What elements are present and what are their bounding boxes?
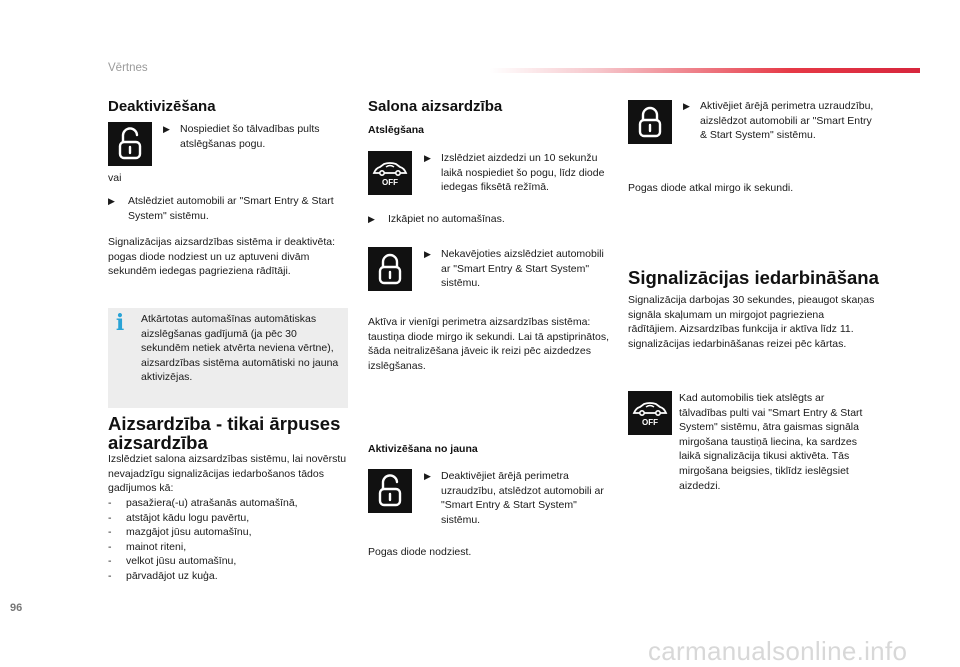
deactivated-paragraph: Signalizācijas aizsardzības sistēma ir deaktivēta: pogas diode nodziest un uz aptuveni divām sekundēm iedegas pagrieziena rādītāji.: [108, 236, 336, 278]
bullet-smart-entry-unlock: ▶ Atslēdziet automobili ar "Smart Entry & Start System" sistēmu.: [108, 195, 334, 222]
lock-button-icon: [628, 100, 672, 144]
svg-text:OFF: OFF: [642, 418, 658, 427]
reactivation-subheading: Aktivizēšana no jauna: [368, 443, 478, 455]
alarm-triggered-info: Kad automobilis tiek atslēgts ar tālvadības pulti vai "Smart Entry & Start System" sistēmu, ātra gaismas signāla mirgošana taustiņā liecina, ka sardzes laikā signalizācija tikusi aktivēta. Tās mirgošana beigsies, tiklīdz ieslēgsiet aizdedzi.: [679, 392, 863, 492]
lock-button-icon: [368, 247, 412, 291]
bullet-arrow-icon: ▶: [163, 124, 170, 134]
bullet-exit-vehicle: ▶ Izkāpiet no automašīnas.: [368, 213, 505, 225]
bullet-arrow-icon: ▶: [424, 153, 431, 163]
list-item: - atstājot kādu logu pavērtu,: [108, 511, 250, 524]
bullet-activate-perimeter: ▶ Aktivējiet ārējā perimetra uzraudzību, aizslēdzot automobili ar "Smart Entry & Start System" sistēmu.: [683, 100, 874, 142]
page-number: 96: [10, 602, 23, 614]
alarm-off-button-icon: [368, 151, 412, 195]
led-off-text: Pogas diode nodziest.: [368, 546, 472, 558]
alarm-triggering-heading: Signalizācijas iedarbināšana: [628, 267, 879, 288]
exterior-situations-list: [108, 496, 348, 584]
list-item: - mainot riteni,: [108, 540, 187, 553]
bullet-off-press: ▶ Izslēdziet aizdedzi un 10 sekunžu laikā nospiediet šo pogu, līdz diode iedegas fiksētā režīmā.: [424, 152, 605, 194]
info-icon: i: [115, 310, 125, 336]
svg-text:OFF: OFF: [382, 178, 398, 187]
led-blinks-text: Pogas diode atkal mirgo ik sekundi.: [628, 182, 794, 194]
info-box-text: Atkārtotas automašīnas automātiskas aizslēgšanas gadījumā (ja pēc 30 sekundēm netiek atvērta neviena vērtne), aizsardzības sistēma automātiski no jauna aktivizējas.: [141, 313, 339, 384]
unlock-button-icon: [108, 122, 152, 166]
bullet-arrow-icon: ▶: [368, 214, 375, 224]
bullet-arrow-icon: ▶: [108, 196, 115, 206]
deactivation-heading: Deaktivizēšana: [108, 98, 216, 115]
or-text: vai: [108, 172, 122, 184]
bullet-arrow-icon: ▶: [424, 471, 431, 481]
perimeter-active-paragraph: Aktīva ir vienīgi perimetra aizsardzības sistēma: taustiņa diode mirgo ik sekundi. Lai tā apstiprinātos, šāda neitralizēšana jāveic ik reizi pēc aizdedzes izslēgšanas.: [368, 316, 610, 372]
bullet-deactivate-perimeter: ▶ Deaktivējiet ārējā perimetra uzraudzību, atslēdzot automobili ar "Smart Entry & Start System" sistēmu.: [424, 470, 604, 526]
locking-subheading: Atslēgšana: [368, 124, 425, 136]
bullet-arrow-icon: ▶: [683, 101, 690, 111]
list-item: - pārvadājot uz kuģa.: [108, 569, 218, 582]
list-item: - mazgājot jūsu automašīnu,: [108, 526, 252, 539]
header-accent-bar: [490, 68, 920, 73]
section-title: Vērtnes: [108, 62, 148, 74]
alarm-triggering-paragraph: Signalizācija darbojas 30 sekundes, pieaugot skaņas signāla skaļumam un mirgojot pagrieziena rādītājiem. Aizsardzības funkcija ir aktīva līdz 11. signalizācijas iedarbināšanas reizei pēc kārtas.: [628, 294, 875, 350]
bullet-press-unlock: ▶ Nospiediet šo tālvadības pults atslēgšanas pogu.: [163, 123, 320, 150]
watermark: carmanualsonline.info: [648, 636, 908, 666]
bullet-arrow-icon: ▶: [424, 249, 431, 259]
exterior-intro: Izslēdziet salona aizsardzības sistēmu, lai novērstu nevajadzīgu signalizācijas iedarbošanos tādos gadījumos kā:: [108, 453, 347, 495]
alarm-off-button-icon: [628, 391, 672, 435]
list-item: - pasažiera(-u) atrašanās automašīnā,: [108, 497, 298, 509]
exterior-protection-heading: Aizsardzība - tikai ārpuses aizsardzība: [108, 413, 341, 453]
bullet-lock-immediately: ▶ Nekavējoties aizslēdziet automobili ar "Smart Entry & Start System" sistēmu.: [424, 248, 604, 290]
interior-protection-heading: Salona aizsardzība: [368, 98, 503, 115]
list-item: - velkot jūsu automašīnu,: [108, 555, 237, 568]
unlock-button-icon: [368, 469, 412, 513]
